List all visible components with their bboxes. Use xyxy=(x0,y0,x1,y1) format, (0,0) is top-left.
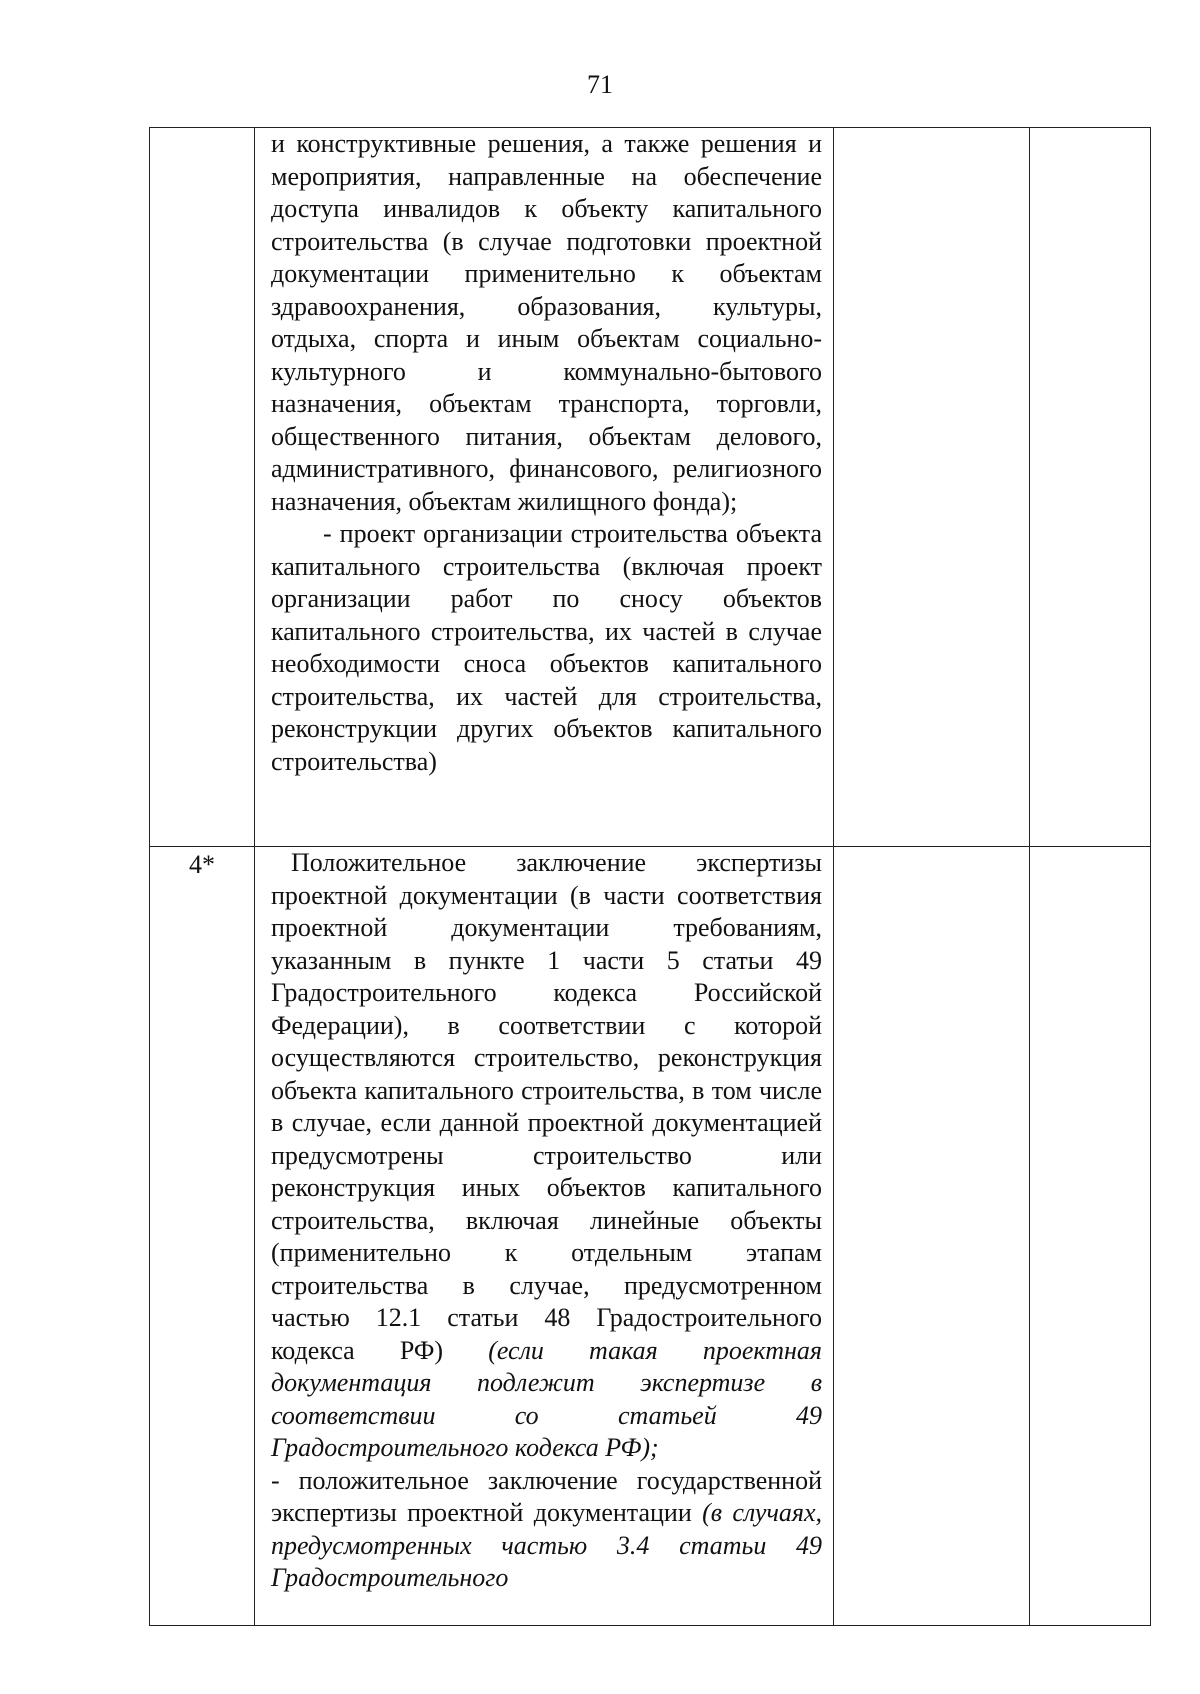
row-text-cell xyxy=(255,847,834,1626)
page-number: 71 xyxy=(587,70,613,99)
paragraph-italic-text: (если такая проектная документация подлежит экспертизе в соответствии со статьей 49 Градостроительного кодекса РФ); xyxy=(271,1335,822,1462)
row-number-cell: 4* xyxy=(150,847,255,1626)
paragraph: и конструктивные решения, а также решения и мероприятия, направленные на обеспечение доступа инвалидов к объекту капитального строительства (в случае подготовки проектной документации применительно к объектам здравоохранения, образования, культуры, отдыха, спорта и иным объектам социально-культурного и коммунально-бытового назначения, объектам транспорта, торговли, общественного питания, объектам делового, административного, финансового, религиозного назначения, объектам жилищного фонда); xyxy=(271,129,822,516)
paragraph: - проект организации строительства объекта капитального строительства (включая проект организации работ по сносу объектов капитального строительства, их частей в случае необходимости сноса объектов капитального строительства, их частей для строительства, реконструкции других объектов капитального строительства) xyxy=(271,519,822,776)
empty-cell xyxy=(834,128,1030,847)
empty-cell xyxy=(834,847,1030,1626)
table-row xyxy=(150,128,1151,847)
empty-cell xyxy=(1030,128,1151,847)
paragraph xyxy=(271,1465,822,1595)
empty-cell xyxy=(1030,847,1151,1626)
paragraph-italic-text: (в случаях, предусмотренных частью 3.4 статьи 49 Градостроительного xyxy=(271,1498,822,1592)
paragraph-text: - положительное заключение государственной экспертизы проектной документации xyxy=(271,1465,822,1527)
paragraph-text: Положительное заключение экспертизы проектной документации (в части соответствия проектной документации требованиям, указанным в пункте 1 части 5 статьи 49 Градостроительного кодекса Российской Федерации), в соответствии с которой осуществляются строительство, реконструкция объекта капитального строительства, в том числе в случае, если данной проектной документацией предусмотрены строительство или реконструкция иных объектов капитального строительства, включая линейные объекты (применительно к отдельным этапам строительства в случае, предусмотренном частью 12.1 статьи 48 Градостроительного кодекса РФ) xyxy=(271,848,822,1365)
row-number-cell xyxy=(150,128,255,847)
table-row xyxy=(150,847,1151,1626)
paragraph xyxy=(271,847,822,1465)
row-text-cell xyxy=(255,128,834,847)
document-table xyxy=(149,127,1151,1626)
